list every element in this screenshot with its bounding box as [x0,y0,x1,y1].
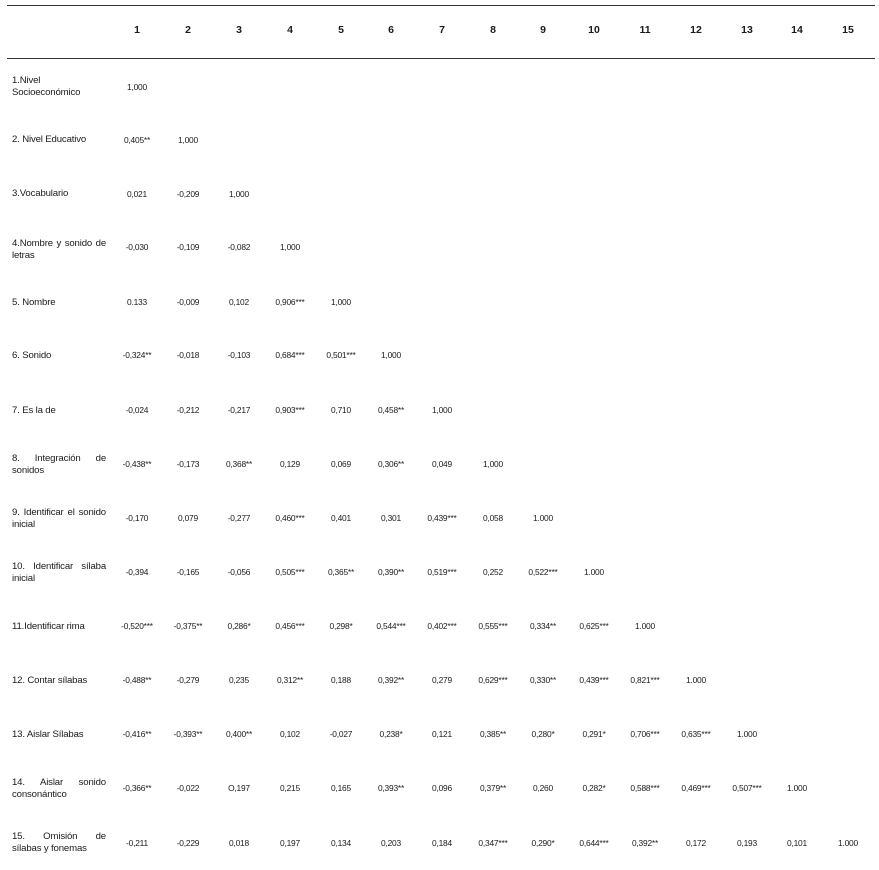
table-cell: 0,458** [377,405,405,415]
column-header-8: 8 [490,24,496,36]
table-cell: 1.000 [533,513,553,523]
table-cell: 0,193 [737,838,757,848]
row-label: 10. Identificar sílaba inicial [12,561,106,584]
column-header-15: 15 [842,24,854,36]
table-cell: 1.000 [635,621,655,631]
table-cell: 1,000 [229,189,249,199]
row-label: 1.Nivel Socioeconómico [12,75,81,98]
table-cell: 0,301 [381,513,401,523]
table-cell: -0,366** [122,783,152,793]
table-cell: 0,129 [280,459,300,469]
table-cell: -0,109 [176,242,200,252]
table-cell: 1,000 [127,82,147,92]
table-cell: 0,312** [276,675,304,685]
table-cell: 1.000 [838,838,858,848]
table-cell: 1,000 [483,459,503,469]
row-label: 6. Sonido [12,350,52,361]
table-cell: 0,706*** [630,729,660,739]
table-cell: 0,821*** [630,675,660,685]
row-label: 7. Es la de [12,405,56,416]
column-header-3: 3 [236,24,242,36]
table-cell: 0,215 [280,783,300,793]
table-cell: 0,188 [331,675,351,685]
table-cell: 0,522*** [528,567,558,577]
table-cell: 0,368** [225,459,253,469]
table-cell: 0,165 [331,783,351,793]
table-cell: -0,488** [122,675,152,685]
table-cell: 0,588*** [630,783,660,793]
table-cell: 1,000 [280,242,300,252]
top-rule [7,5,875,6]
table-cell: -0,022 [176,783,200,793]
table-cell: 0,238* [379,729,403,739]
table-cell: -0,212 [176,405,200,415]
table-cell: 0,402*** [427,621,457,631]
table-cell: 1,000 [432,405,452,415]
table-cell: 0,501*** [326,350,356,360]
table-cell: -0,018 [176,350,200,360]
table-cell: 0,507*** [732,783,762,793]
table-cell: 0,365** [327,567,355,577]
table-cell: 1.000 [737,729,757,739]
row-label: 2. Nivel Educativo [12,134,87,145]
table-cell: 0,298* [329,621,353,631]
column-header-5: 5 [338,24,344,36]
table-cell: -0,393** [173,729,203,739]
table-cell: 1,000 [331,297,351,307]
table-cell: 0,629*** [478,675,508,685]
table-cell: 0,392** [377,675,405,685]
table-cell: -0,416** [122,729,152,739]
table-cell: 0,505*** [275,567,305,577]
table-cell: 0,252 [483,567,503,577]
table-cell: 0,906*** [275,297,305,307]
table-cell: 0,644*** [579,838,609,848]
table-cell: -0,520*** [121,621,153,631]
table-cell: 0,390** [377,567,405,577]
row-label: 3.Vocabulario [12,188,69,199]
table-cell: 0,710 [331,405,351,415]
column-header-7: 7 [439,24,445,36]
table-cell: 0,102 [280,729,300,739]
table-cell: 0,021 [127,189,147,199]
table-cell: 1.000 [686,675,706,685]
table-cell: 0,018 [229,838,249,848]
row-label: 9. Identificar el sonido inicial [12,507,106,530]
column-header-2: 2 [185,24,191,36]
table-cell: -0,082 [227,242,251,252]
table-cell: -0,027 [329,729,353,739]
table-cell: 0,393** [377,783,405,793]
row-label: 11.Identificar rima [12,621,85,632]
table-cell: 0,519*** [427,567,457,577]
row-label: 4.Nombre y sonido de letras [12,238,106,261]
row-label: 8. Integración de sonidos [12,453,106,476]
table-cell: 0,392** [631,838,659,848]
table-cell: 0,405** [123,135,151,145]
table-cell: 0,439*** [427,513,457,523]
table-cell: -0,103 [227,350,251,360]
table-cell: -0,394 [125,567,149,577]
column-header-4: 4 [287,24,293,36]
table-cell: 0,203 [381,838,401,848]
table-cell: 0,555*** [478,621,508,631]
table-cell: -0,229 [176,838,200,848]
table-cell: 0,235 [229,675,249,685]
table-cell: 0,379** [479,783,507,793]
column-header-11: 11 [639,24,651,36]
column-header-1: 1 [134,24,140,36]
table-cell: 0,279 [432,675,452,685]
table-cell: 1.000 [787,783,807,793]
table-cell: O,197 [228,783,250,793]
column-header-10: 10 [588,24,600,36]
table-cell: -0,277 [227,513,251,523]
table-cell: 0,460*** [275,513,305,523]
row-label: 13. Aislar Sílabas [12,729,84,740]
table-cell: 0,401 [331,513,351,523]
table-cell: 0,184 [432,838,452,848]
table-cell: -0,009 [176,297,200,307]
table-cell: 0,049 [432,459,452,469]
table-cell: 0,280* [531,729,555,739]
column-header-14: 14 [791,24,803,36]
row-label: 12. Contar sílabas [12,675,88,686]
table-cell: 0,469*** [681,783,711,793]
table-cell: -0,173 [176,459,200,469]
table-cell: -0,056 [227,567,251,577]
table-cell: 0,121 [432,729,452,739]
table-cell: 1.000 [584,567,604,577]
table-cell: -0,217 [227,405,251,415]
table-cell: 0,079 [178,513,198,523]
table-cell: -0,030 [125,242,149,252]
table-cell: 0,306** [377,459,405,469]
table-cell: 0,903*** [275,405,305,415]
table-cell: -0,438** [122,459,152,469]
table-cell: 0,334** [529,621,557,631]
table-cell: 1,000 [381,350,401,360]
column-header-6: 6 [388,24,394,36]
table-cell: -0,324** [122,350,152,360]
table-cell: -0,024 [125,405,149,415]
table-cell: 0.133 [127,297,147,307]
column-header-12: 12 [690,24,702,36]
table-cell: 0,134 [331,838,351,848]
table-cell: 0,330** [529,675,557,685]
header-rule [7,58,875,59]
row-label: 5. Nombre [12,297,56,308]
table-cell: 0,385** [479,729,507,739]
table-cell: 0,096 [432,783,452,793]
row-label: 14. Aislar sonido consonántico [12,777,106,800]
column-header-9: 9 [540,24,546,36]
table-cell: 0,684*** [275,350,305,360]
table-cell: 0,456*** [275,621,305,631]
table-cell: 0,058 [483,513,503,523]
table-cell: -0,375** [173,621,203,631]
table-cell: 0,400** [225,729,253,739]
table-cell: 0,544*** [376,621,406,631]
table-cell: 0,291* [582,729,606,739]
table-cell: 0,625*** [579,621,609,631]
table-cell: 0,347*** [478,838,508,848]
table-cell: -0,279 [176,675,200,685]
column-header-13: 13 [741,24,753,36]
table-cell: -0,211 [126,838,148,848]
table-cell: 0,286* [227,621,251,631]
table-cell: 0,101 [787,838,807,848]
table-cell: -0,209 [176,189,200,199]
table-cell: 0,260 [533,783,553,793]
table-cell: -0,170 [125,513,149,523]
table-cell: 0,439*** [579,675,609,685]
table-cell: -0,165 [176,567,200,577]
row-label: 15. Omisión de sílabas y fonemas [12,831,106,854]
table-cell: 0,172 [686,838,706,848]
table-cell: 0,282* [582,783,606,793]
table-cell: 0,290* [531,838,555,848]
table-cell: 0,635*** [681,729,711,739]
table-cell: 0,197 [280,838,300,848]
table-cell: 0,102 [229,297,249,307]
table-cell: 0,069 [331,459,351,469]
table-cell: 1,000 [178,135,198,145]
